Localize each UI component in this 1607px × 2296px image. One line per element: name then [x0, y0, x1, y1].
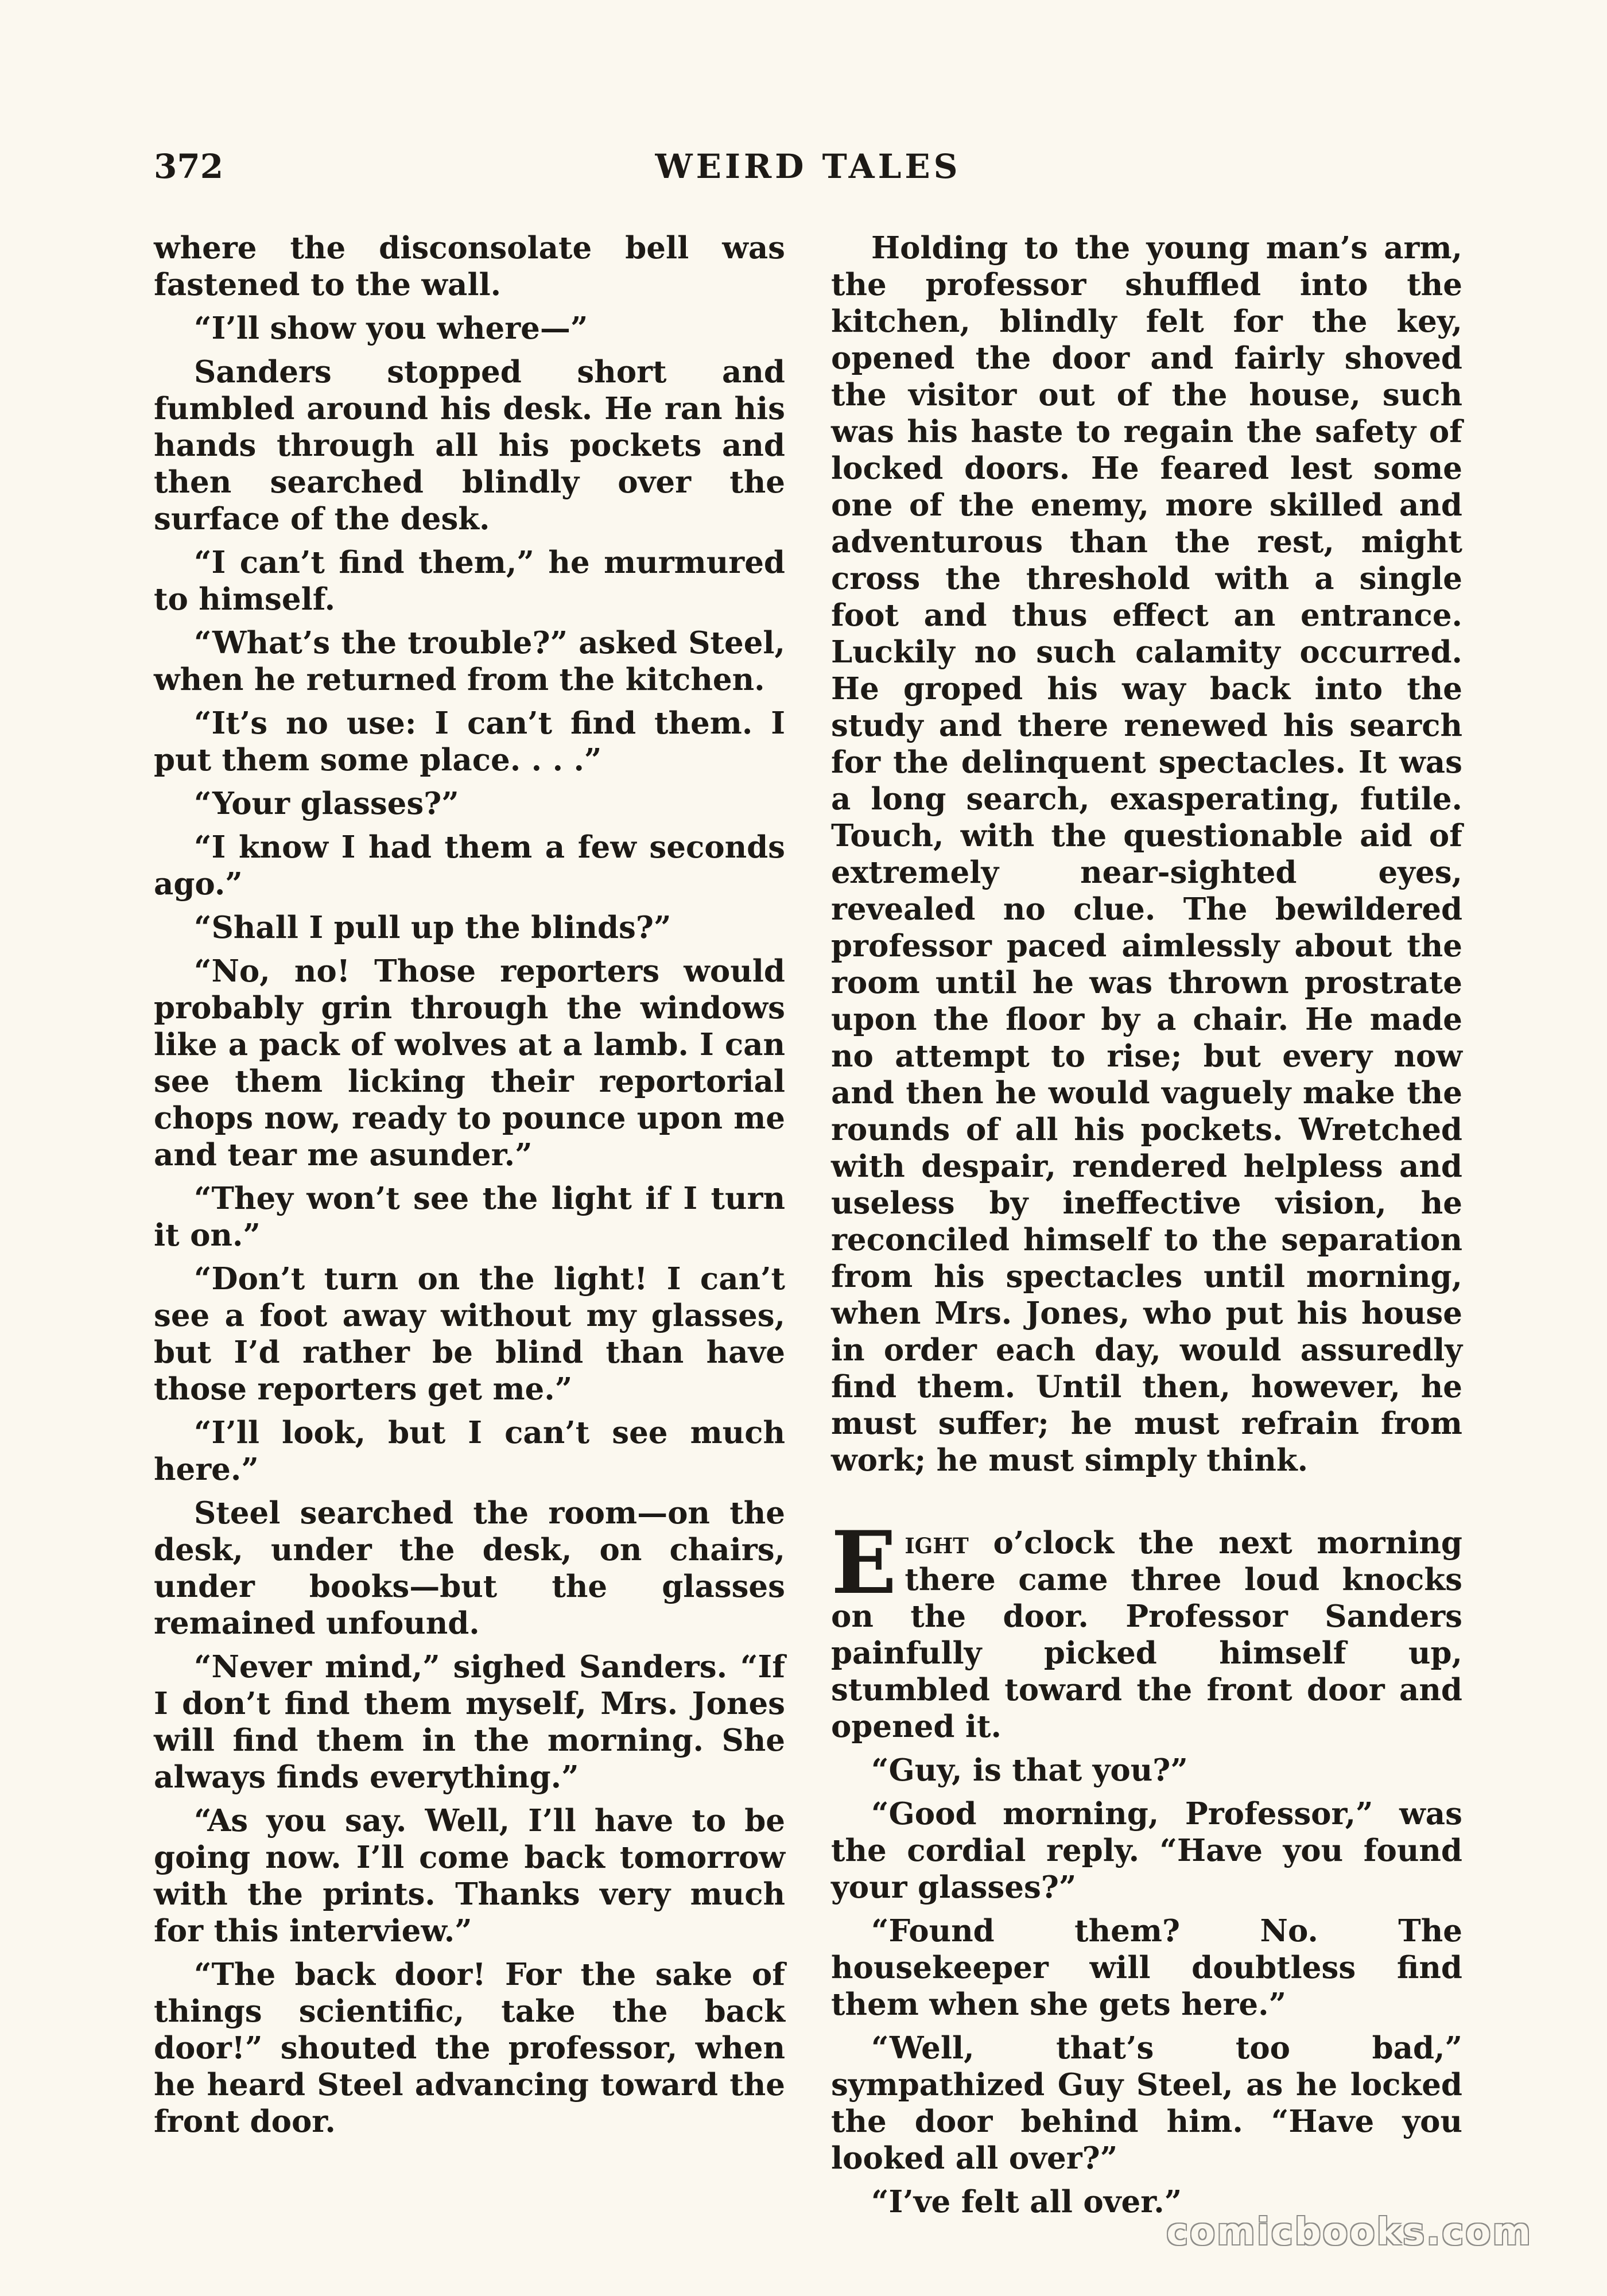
- drop-cap: E: [831, 1512, 897, 1614]
- paragraph: “I’ve felt all over.”: [871, 2184, 1182, 2220]
- paragraph: “Well, that’s too bad,” sympathized Guy Steel, as he locked the door behind him. “Have you looked all over?”: [831, 2030, 1462, 2176]
- watermark: comicbooks.com: [1166, 2211, 1532, 2254]
- paragraph: Holding to the young man’s arm, the professor shuffled into the kitchen, blindly felt for the key, opened the door and fairly shoved the visitor out of the house, such was his haste to regain the safety of locked doors. He feared lest some one of the enemy, more skilled and adventurous than the rest, might cross the threshold with a single foot and thus effect an entrance. Luckily no such calamity occurred. He groped his way back into the study and there renewed his search for the delinquent spectacles. It was a long search, exasperating, futile. Touch, with the questionable aid of extremely near-sighted eyes, revealed no clue. The bewildered professor paced aimlessly about the room until he was thrown prostrate upon the floor by a chair. He made no attempt to rise; but every now and then he would vaguely make the rounds of all his pockets. Wretched with despair, rendered helpless and useless by ineffective vision, he reconciled himself to the separation from his spectacles until morning, when Mrs. Jones, who put his house in order each day, would assuredly find them. Until then, however, he must suffer; he must refrain from work; he must simply think.: [831, 230, 1462, 1478]
- paragraph: “Guy, is that you?”: [871, 1752, 1188, 1788]
- paragraph: Sanders stopped short and fumbled around his desk. He ran his hands through all his pockets and then searched blindly over the surface of the desk.: [154, 354, 785, 537]
- section-opening-paragraph: [831, 1512, 1462, 1745]
- paragraph: “It’s no use: I can’t find them. I put them some place. . . .”: [154, 705, 785, 778]
- small-caps-lead: ight: [905, 1525, 969, 1561]
- paragraph: “As you say. Well, I’ll have to be going now. I’ll come back tomorrow with the prints. Thanks very much for this interview.”: [154, 1803, 785, 1949]
- page-number: 372: [154, 147, 224, 186]
- paragraph: “I know I had them a few seconds ago.”: [154, 829, 785, 902]
- section-text: o’clock the next morning there came three loud knocks on the door. Professor Sanders painfully picked himself up, stumbled toward the front door and opened it.: [831, 1525, 1462, 1744]
- paragraph: “Your glasses?”: [194, 786, 459, 821]
- paragraph: “Don’t turn on the light! I can’t see a foot away without my glasses, but I’d rather be blind than have those reporters get me.”: [154, 1261, 785, 1407]
- paragraph: Steel searched the room—on the desk, under the desk, on chairs, under books—but the glasses remained unfound.: [154, 1495, 785, 1641]
- paragraph: “Never mind,” sighed Sanders. “If I don’t find them myself, Mrs. Jones will find them in the morning. She always finds everything.”: [154, 1649, 785, 1795]
- left-column: [154, 230, 785, 2147]
- paragraph: “No, no! Those reporters would probably grin through the windows like a pack of wolves at a lamb. I can see them licking their reportorial chops now, ready to pounce upon me and tear me asunder.”: [154, 953, 785, 1173]
- paragraph: “Found them? No. The housekeeper will doubtless find them when she gets here.”: [831, 1913, 1462, 2022]
- paragraph: “Shall I pull up the blinds?”: [194, 910, 671, 945]
- paragraph: “I can’t find them,” he murmured to himself.: [154, 545, 785, 617]
- paragraph: “I’ll show you where—”: [194, 311, 588, 346]
- paragraph: where the disconsolate bell was fastened to the wall.: [154, 230, 785, 302]
- paragraph: “The back door! For the sake of things scientific, take the back door!” shouted the professor, when he heard Steel advancing toward the front door.: [154, 1957, 785, 2139]
- paragraph: “They won’t see the light if I turn it on.”: [154, 1181, 785, 1253]
- paragraph: “Good morning, Professor,” was the cordial reply. “Have you found your glasses?”: [831, 1796, 1462, 1905]
- paragraph: “What’s the trouble?” asked Steel, when he returned from the kitchen.: [154, 625, 785, 697]
- page-header: [154, 144, 1462, 189]
- paragraph: “I’ll look, but I can’t see much here.”: [154, 1415, 785, 1487]
- right-column: [831, 230, 1462, 2227]
- running-title: WEIRD TALES: [655, 147, 961, 186]
